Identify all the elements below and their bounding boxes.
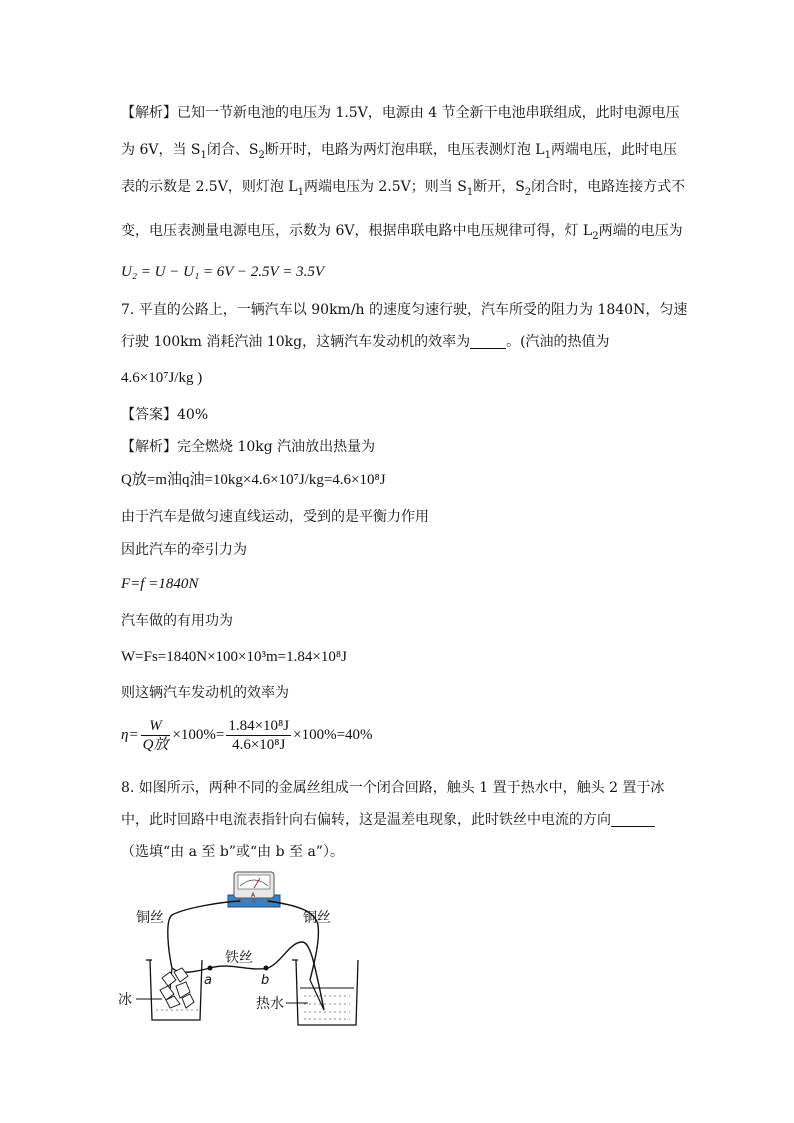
- q7-analysis-1: 【解析】完全燃烧 10kg 汽油放出热量为: [121, 439, 376, 455]
- q7-line-3: 4.6×10⁷J/kg ): [121, 370, 203, 386]
- hot-water-beaker: [292, 960, 358, 1025]
- label-copper-left: 铜丝: [136, 910, 164, 926]
- q8-line-3: （选填“由 a 至 b”或“由 b 至 a”）。: [121, 844, 344, 860]
- fraction-w-over-q: $\frac{W}{\text{Q放}}$: [142, 718, 169, 754]
- label-iron: 铁丝: [225, 950, 253, 966]
- label-copper-right: 铜丝: [303, 910, 331, 926]
- q7-answer-blank[interactable]: [470, 334, 506, 349]
- q7-analysis-5: 则这辆汽车发动机的效率为: [121, 685, 289, 701]
- q7-line-2: 行驶 100km 消耗汽油 10kg，这辆汽车发动机的效率为 。(汽油的热值为: [121, 334, 610, 350]
- q7-analysis-4: 汽车做的有用功为: [121, 613, 233, 629]
- analysis-line-4: 变，电压表测量电源电压，示数为 6V，根据串联电路中电压规律可得，灯 $L_2$两端的电压为: [121, 223, 683, 242]
- analysis-line-3: 表的示数是 2.5V，则灯泡 $L_1$两端电压为 2.5V；则当 $S_1$断开，$S_2$闭合时，电路连接方式不: [121, 179, 686, 198]
- label-ice: 冰: [118, 992, 132, 1008]
- q7-analysis-2: 由于汽车是做匀速直线运动，受到的是平衡力作用: [121, 509, 429, 525]
- ammeter-label: A: [251, 892, 256, 899]
- analysis-equation: U₂ = U − U₁ = 6V − 2.5V = 3.5V: [121, 264, 324, 280]
- q7-equation-2: F=f =1840N: [121, 576, 199, 592]
- fraction-values: $\frac{\text{1.84×10⁸J}}{\text{4.6×10⁸J}}$: [228, 718, 290, 754]
- junction-a: [208, 966, 213, 971]
- q8-line-2: 中，此时回路中电流表指针向右偏转，这是温差电现象，此时铁丝中电流的方向: [121, 810, 655, 830]
- label-hot-water: 热水: [256, 996, 284, 1012]
- analysis-line-2: 为 6V，当 $S_1$闭合、$S_2$断开时，电路为两灯泡串联，电压表测灯泡 $L_1$两端电压，此时电压: [121, 142, 677, 161]
- label-b: b: [261, 973, 270, 988]
- q8-line-1: 8. 如图所示，两种不同的金属丝组成一个闭合回路，触头 1 置于热水中，触头 2 置于冰: [121, 780, 665, 796]
- q7-answer: 【答案】40%: [121, 407, 209, 423]
- q7-line-1: 7. 平直的公路上，一辆汽车以 90km/h 的速度匀速行驶，汽车所受的阻力为 1840N，匀速: [121, 302, 688, 318]
- q8-answer-blank[interactable]: [611, 812, 655, 827]
- q7-analysis-3: 因此汽车的牵引力为: [121, 542, 247, 558]
- thermoelectric-circuit-diagram: [110, 860, 380, 1035]
- label-a: a: [204, 973, 212, 988]
- q7-equation-1: Q放=m油q油=10kg×4.6×10⁷J/kg=4.6×10⁸J: [121, 472, 386, 488]
- analysis-line-1: 【解析】已知一节新电池的电压为 1.5V，电源由 4 节全新干电池串联组成，此时电源电压: [121, 105, 680, 121]
- junction-b: [264, 966, 269, 971]
- q7-equation-3: W=Fs=1840N×100×10³m=1.84×10⁸J: [121, 649, 347, 665]
- q7-equation-4: η= $\frac{W}{\text{Q放}}$ ×100%= $\frac{\text{1.84×10⁸J}}{\text{4.6×10⁸J}}$ ×100%=40%: [121, 718, 373, 754]
